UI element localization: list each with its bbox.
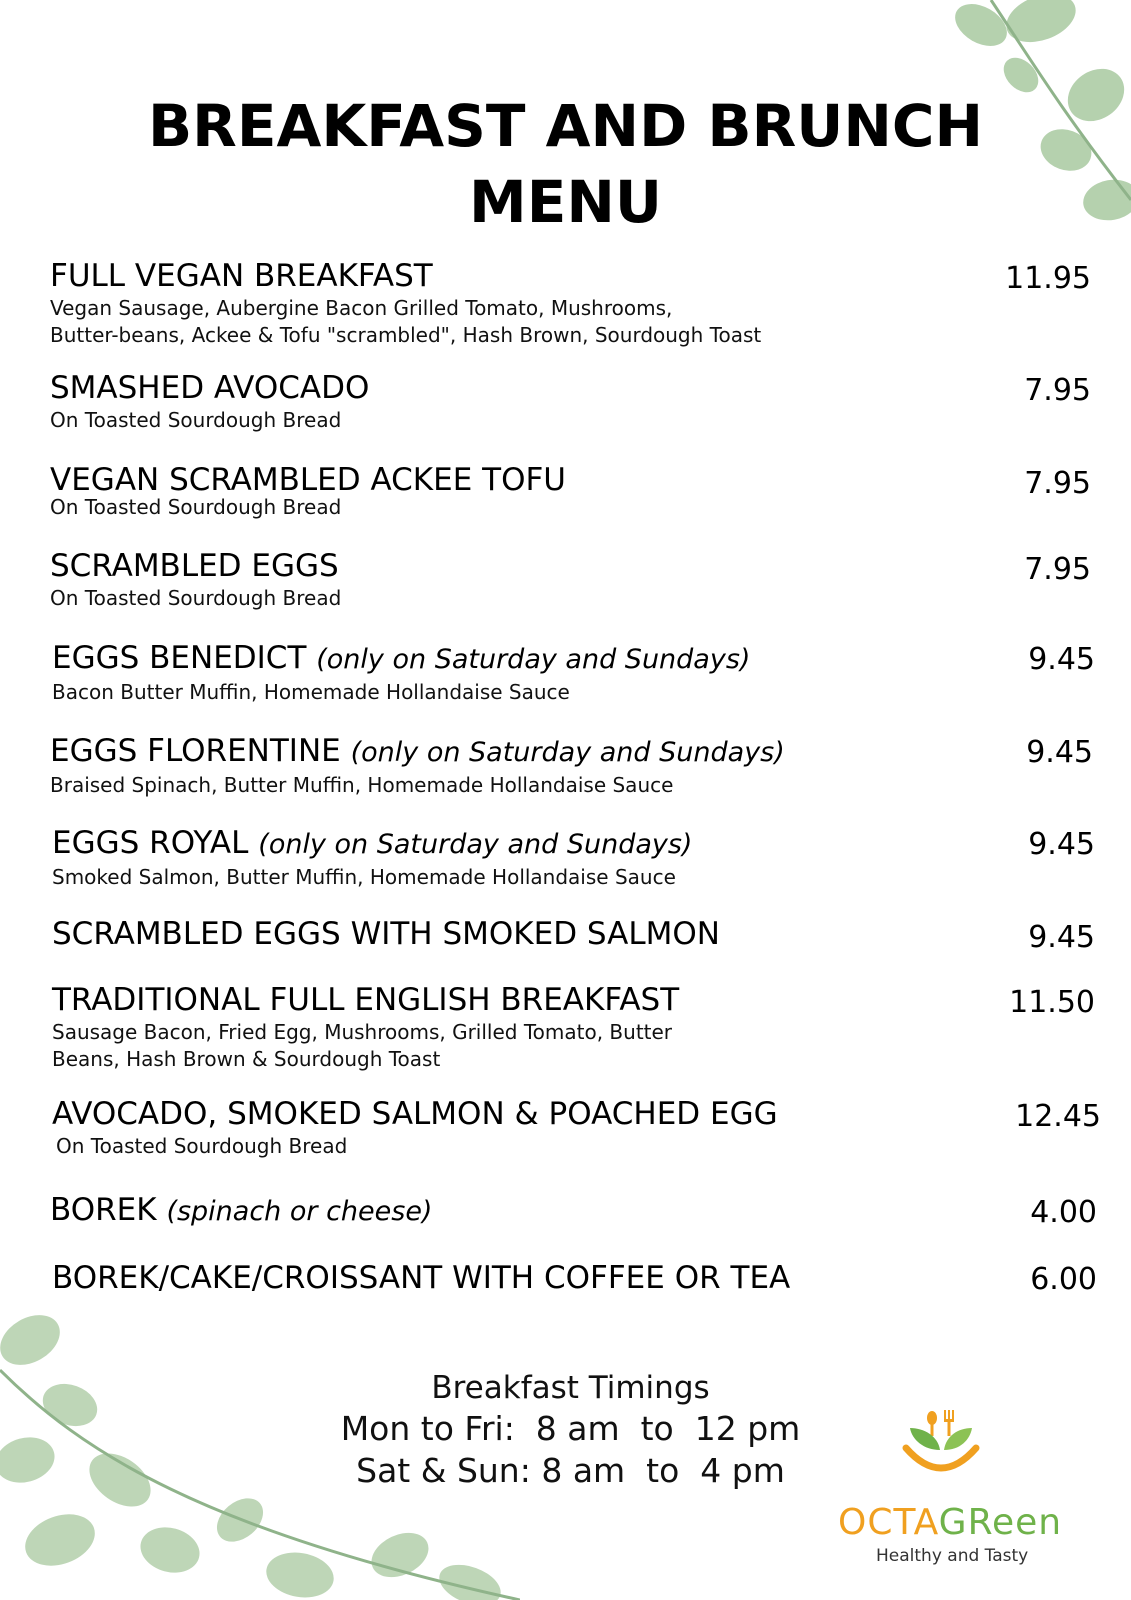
item-name: EGGS FLORENTINE	[50, 733, 341, 769]
menu-item	[50, 548, 1090, 611]
item-price: 7.95	[1024, 466, 1091, 501]
logo-brand-octa: OCTA	[838, 1502, 939, 1543]
item-price: 4.00	[1030, 1195, 1097, 1230]
menu-item	[52, 640, 1092, 705]
item-name: BOREK/CAKE/CROISSANT WITH COFFEE OR TEA	[52, 1260, 791, 1296]
item-description: On Toasted Sourdough Bread	[56, 1134, 348, 1158]
item-name: FULL VEGAN BREAKFAST	[50, 258, 433, 294]
menu-item	[50, 733, 1090, 798]
item-name: SMASHED AVOCADO	[50, 370, 370, 406]
item-name: TRADITIONAL FULL ENGLISH BREAKFAST	[52, 982, 680, 1018]
item-description: Bacon Butter Muffin, Homemade Hollandaise Sauce	[52, 680, 570, 704]
item-name: AVOCADO, SMOKED SALMON & POACHED EGG	[52, 1096, 778, 1132]
item-description: Sausage Bacon, Fried Egg, Mushrooms, Grilled Tomato, Butter	[52, 1020, 673, 1044]
menu-item	[52, 1260, 1092, 1296]
item-price: 9.45	[1028, 827, 1095, 862]
item-name: SCRAMBLED EGGS	[50, 548, 339, 584]
item-price: 11.50	[1009, 985, 1095, 1020]
item-description: Butter-beans, Ackee & Tofu "scrambled", Hash Brown, Sourdough Toast	[50, 323, 762, 347]
menu-item	[50, 1192, 1090, 1230]
item-description: On Toasted Sourdough Bread	[50, 495, 342, 519]
item-price: 6.00	[1030, 1262, 1097, 1297]
item-description: On Toasted Sourdough Bread	[50, 408, 342, 432]
item-note: (only on Saturday and Sundays)	[350, 737, 785, 768]
item-price: 7.95	[1024, 373, 1091, 408]
item-description: Braised Spinach, Butter Muffin, Homemade Hollandaise Sauce	[50, 773, 674, 797]
menu-title-line2: MENU	[469, 168, 662, 236]
item-note: (only on Saturday and Sundays)	[258, 829, 693, 860]
menu-item	[52, 916, 1092, 952]
item-description: Beans, Hash Brown & Sourdough Toast	[52, 1047, 441, 1071]
item-name: EGGS ROYAL	[52, 825, 249, 861]
menu-item	[50, 462, 1090, 520]
item-description: Smoked Salmon, Butter Muffin, Homemade Hollandaise Sauce	[52, 865, 676, 889]
logo-tagline: Healthy and Tasty	[876, 1546, 1029, 1566]
menu-title	[0, 88, 1131, 240]
item-price: 9.45	[1028, 920, 1095, 955]
timings-title: Breakfast Timings	[431, 1370, 710, 1406]
logo-brand-green: GReen	[938, 1502, 1063, 1543]
item-description: On Toasted Sourdough Bread	[50, 586, 342, 610]
item-price: 12.45	[1015, 1099, 1101, 1134]
menu-title-line1: BREAKFAST AND BRUNCH	[147, 92, 984, 160]
menu-item	[52, 982, 1092, 1072]
item-note: (spinach or cheese)	[166, 1196, 433, 1227]
item-name: EGGS BENEDICT	[52, 640, 307, 676]
item-name: VEGAN SCRAMBLED ACKEE TOFU	[50, 462, 566, 498]
timings-weekday: Mon to Fri: 8 am to 12 pm	[340, 1409, 801, 1448]
item-price: 9.45	[1028, 642, 1095, 677]
item-description: Vegan Sausage, Aubergine Bacon Grilled Tomato, Mushrooms,	[50, 296, 673, 320]
item-price: 11.95	[1005, 261, 1091, 296]
item-price: 9.45	[1026, 735, 1093, 770]
item-name: BOREK	[50, 1192, 157, 1228]
item-price: 7.95	[1024, 552, 1091, 587]
logo-brand	[838, 1502, 1062, 1543]
item-note: (only on Saturday and Sundays)	[316, 644, 751, 675]
menu-item	[50, 258, 1090, 348]
menu-item	[52, 1096, 1092, 1159]
menu-item	[50, 370, 1090, 433]
timings-weekend: Sat & Sun: 8 am to 4 pm	[356, 1451, 785, 1490]
menu-item	[52, 825, 1092, 890]
item-name: SCRAMBLED EGGS WITH SMOKED SALMON	[52, 916, 720, 952]
